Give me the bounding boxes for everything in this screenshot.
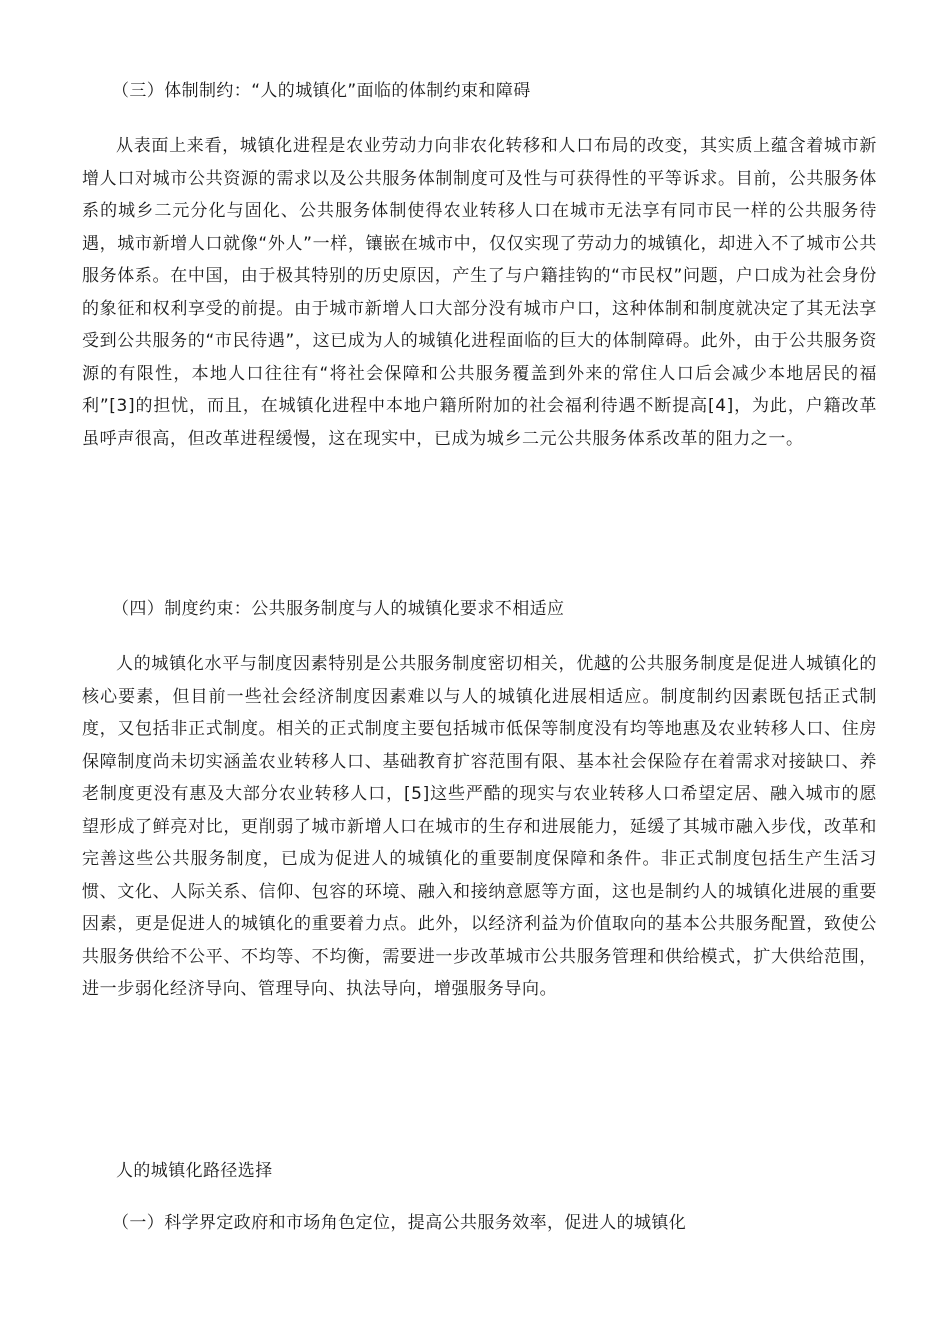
section-heading-1: （一）科学界定政府和市场角色定位，提高公共服务效率，促进人的城镇化 bbox=[112, 1213, 687, 1233]
section-heading-4: （四）制度约束：公共服务制度与人的城镇化要求不相适应 bbox=[112, 599, 565, 619]
body-paragraph: 从表面上来看，城镇化进程是农业劳动力向非农化转移和人口布局的改变，其实质上蕴含着城市新增人口对城市公共资源的需求以及公共服务体制制度可及性与可获得性的平等诉求。目前，公共服务体系的城乡二元分化与固化、公共服务体制使得农业转移人口在城市无法享有同市民一样的公共服务待遇，城市新增人口就像“外人”一样，镶嵌在城市中，仅仅实现了劳动力的城镇化，却进入不了城市公共服务体系。在中国，由于极其特别的历史原因，产生了与户籍挂钩的“市民权”问题，户口成为社会身份的象征和权利享受的前提。由于城市新增人口大部分没有城市户口，这种体制和制度就决定了其无法享受到公共服务的“市民待遇”，这已成为人的城镇化进程面临的巨大的体制障碍。此外，由于公共服务资源的有限性，本地人口往往有“将社会保障和公共服务覆盖到外来的常住人口后会减少本地居民的福利”[3]的担忧，而且，在城镇化进程中本地户籍所附加的社会福利待遇不断提高[4]，为此，户籍改革虽呼声很高，但改革进程缓慢，这在现实中，已成为城乡二元公共服务体系改革的阻力之一。 bbox=[82, 136, 877, 449]
section-heading-3: （三）体制制约：“人的城镇化”面临的体制约束和障碍 bbox=[112, 81, 531, 101]
chapter-heading: 人的城镇化路径选择 bbox=[116, 1161, 273, 1181]
body-paragraph: 人的城镇化水平与制度因素特别是公共服务制度密切相关，优越的公共服务制度是促进人城镇化的核心要素，但目前一些社会经济制度因素难以与人的城镇化进展相适应。制度制约因素既包括正式制度，又包括非正式制度。相关的正式制度主要包括城市低保等制度没有均等地惠及农业转移人口、住房保障制度尚未切实涵盖农业转移人口、基础教育扩容范围有限、基本社会保险存在着需求对接缺口、养老制度更没有惠及大部分农业转移人口，[5]这些严酷的现实与农业转移人口希望定居、融入城市的愿望形成了鲜亮对比，更削弱了城市新增人口在城市的生存和进展能力，延缓了其城市融入步伐，改革和完善这些公共服务制度，已成为促进人的城镇化的重要制度保障和条件。非正式制度包括生产生活习惯、文化、人际关系、信仰、包容的环境、融入和接纳意愿等方面，这也是制约人的城镇化进展的重要因素，更是促进人的城镇化的重要着力点。此外，以经济利益为价值取向的基本公共服务配置，致使公共服务供给不公平、不均等、不均衡，需要进一步改革城市公共服务管理和供给模式，扩大供给范围，进一步弱化经济导向、管理导向、执法导向，增强服务导向。 bbox=[82, 654, 877, 999]
